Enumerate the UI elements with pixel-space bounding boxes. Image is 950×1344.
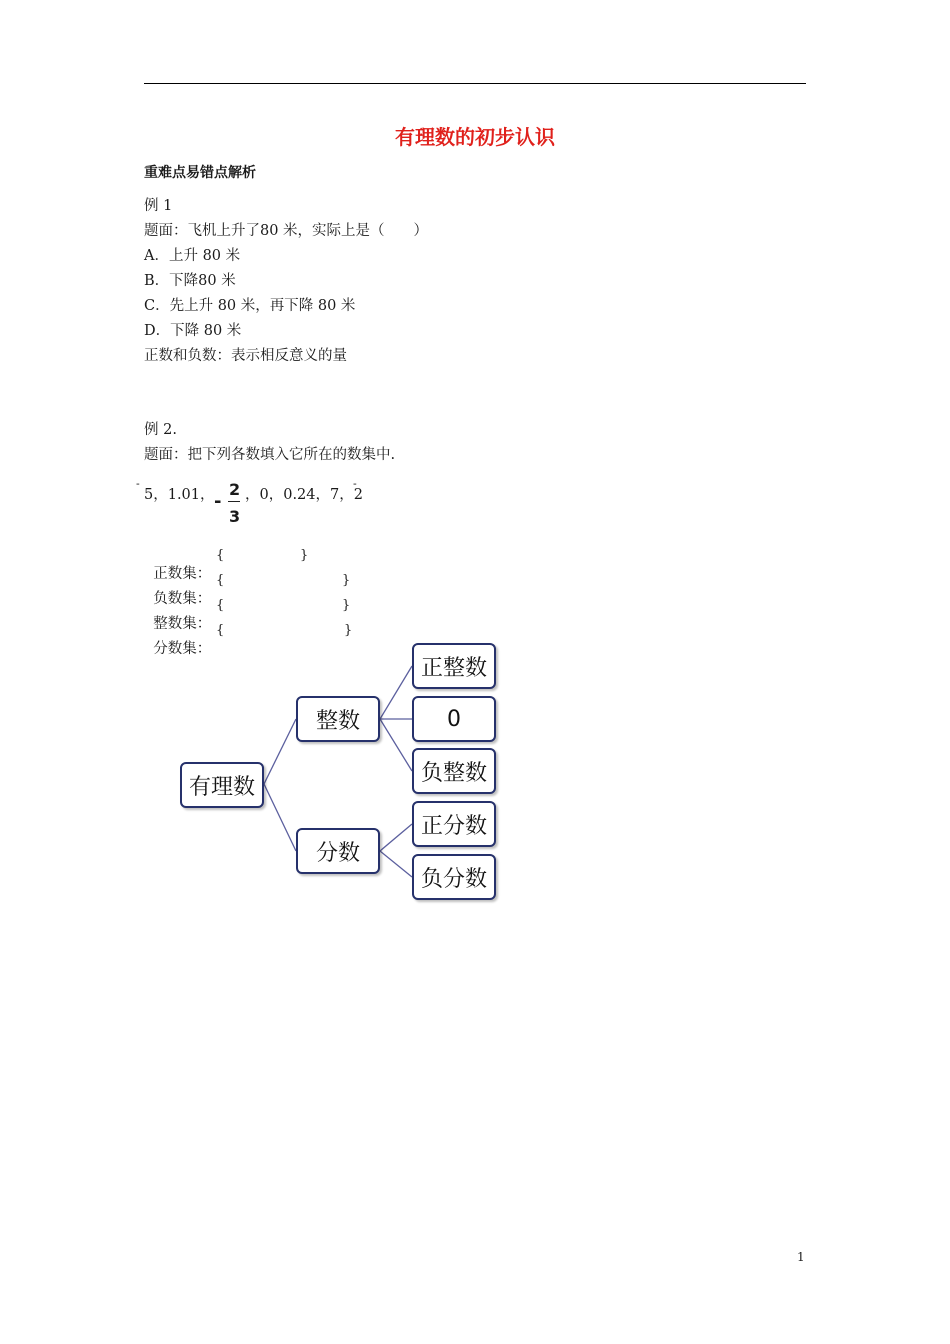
set-open-integer: { bbox=[216, 598, 225, 613]
rational-number-classification-diagram bbox=[170, 635, 510, 915]
page-number: 1 bbox=[797, 1250, 805, 1264]
set-open-positive: { bbox=[216, 548, 225, 563]
set-close-fraction: } bbox=[344, 623, 353, 638]
negative-mark-5: - bbox=[136, 477, 140, 490]
negative-mark-2: - bbox=[353, 477, 357, 490]
example2-question: 题面：把下列各数填入它所在的数集中. bbox=[144, 447, 396, 463]
connector-fraction-positive bbox=[380, 824, 412, 851]
section-heading: 重难点易错点解析 bbox=[144, 165, 256, 181]
fraction-bar bbox=[228, 501, 240, 502]
connector-root-fraction bbox=[264, 784, 296, 851]
set-label-fraction: 分数集： bbox=[153, 641, 212, 657]
node-positive-integer: 正整数 bbox=[412, 643, 496, 689]
connector-integer-negative bbox=[380, 719, 412, 771]
example1-option-a: A．上升 80 米 bbox=[144, 248, 241, 264]
example1-option-d: D．下降 80 米 bbox=[144, 323, 242, 339]
node-fraction: 分数 bbox=[296, 828, 380, 874]
node-negative-fraction: 负分数 bbox=[412, 854, 496, 900]
fraction-numerator: 2 bbox=[229, 480, 241, 499]
page-title: 有理数的初步认识 bbox=[395, 125, 555, 149]
fraction-negative-two-thirds bbox=[214, 480, 244, 530]
set-close-negative: } bbox=[342, 573, 351, 588]
set-open-fraction: { bbox=[216, 623, 225, 638]
number-list-start: 5，1.01， bbox=[144, 487, 215, 503]
set-open-negative: { bbox=[216, 573, 225, 588]
set-close-positive: } bbox=[300, 548, 309, 563]
set-label-integer: 整数集： bbox=[153, 616, 212, 632]
header-rule bbox=[144, 83, 806, 84]
connector-fraction-negative bbox=[380, 851, 412, 877]
node-integer: 整数 bbox=[296, 696, 380, 742]
example1-option-c: C．先上升 80 米，再下降 80 米 bbox=[144, 298, 356, 314]
set-label-positive: 正数集： bbox=[153, 566, 212, 582]
example1-question: 题面：飞机上升了80 米，实际上是（ ） bbox=[144, 223, 429, 239]
set-close-integer: } bbox=[342, 598, 351, 613]
node-zero: 0 bbox=[412, 696, 496, 742]
fraction-denominator: 3 bbox=[229, 507, 241, 526]
connector-integer-positive bbox=[380, 666, 412, 719]
set-label-negative: 负数集： bbox=[153, 591, 212, 607]
connector-root-integer bbox=[264, 719, 296, 784]
example1-note: 正数和负数：表示相反意义的量 bbox=[144, 348, 347, 364]
number-list-end: ，0，0.24，7，2 bbox=[245, 487, 363, 503]
node-positive-fraction: 正分数 bbox=[412, 801, 496, 847]
example1-label: 例 1 bbox=[144, 198, 173, 214]
node-rational-number: 有理数 bbox=[180, 762, 264, 808]
example1-option-b: B．下降80 米 bbox=[144, 273, 236, 289]
example2-label: 例 2. bbox=[144, 422, 177, 438]
node-negative-integer: 负整数 bbox=[412, 748, 496, 794]
fraction-sign: - bbox=[214, 491, 222, 512]
